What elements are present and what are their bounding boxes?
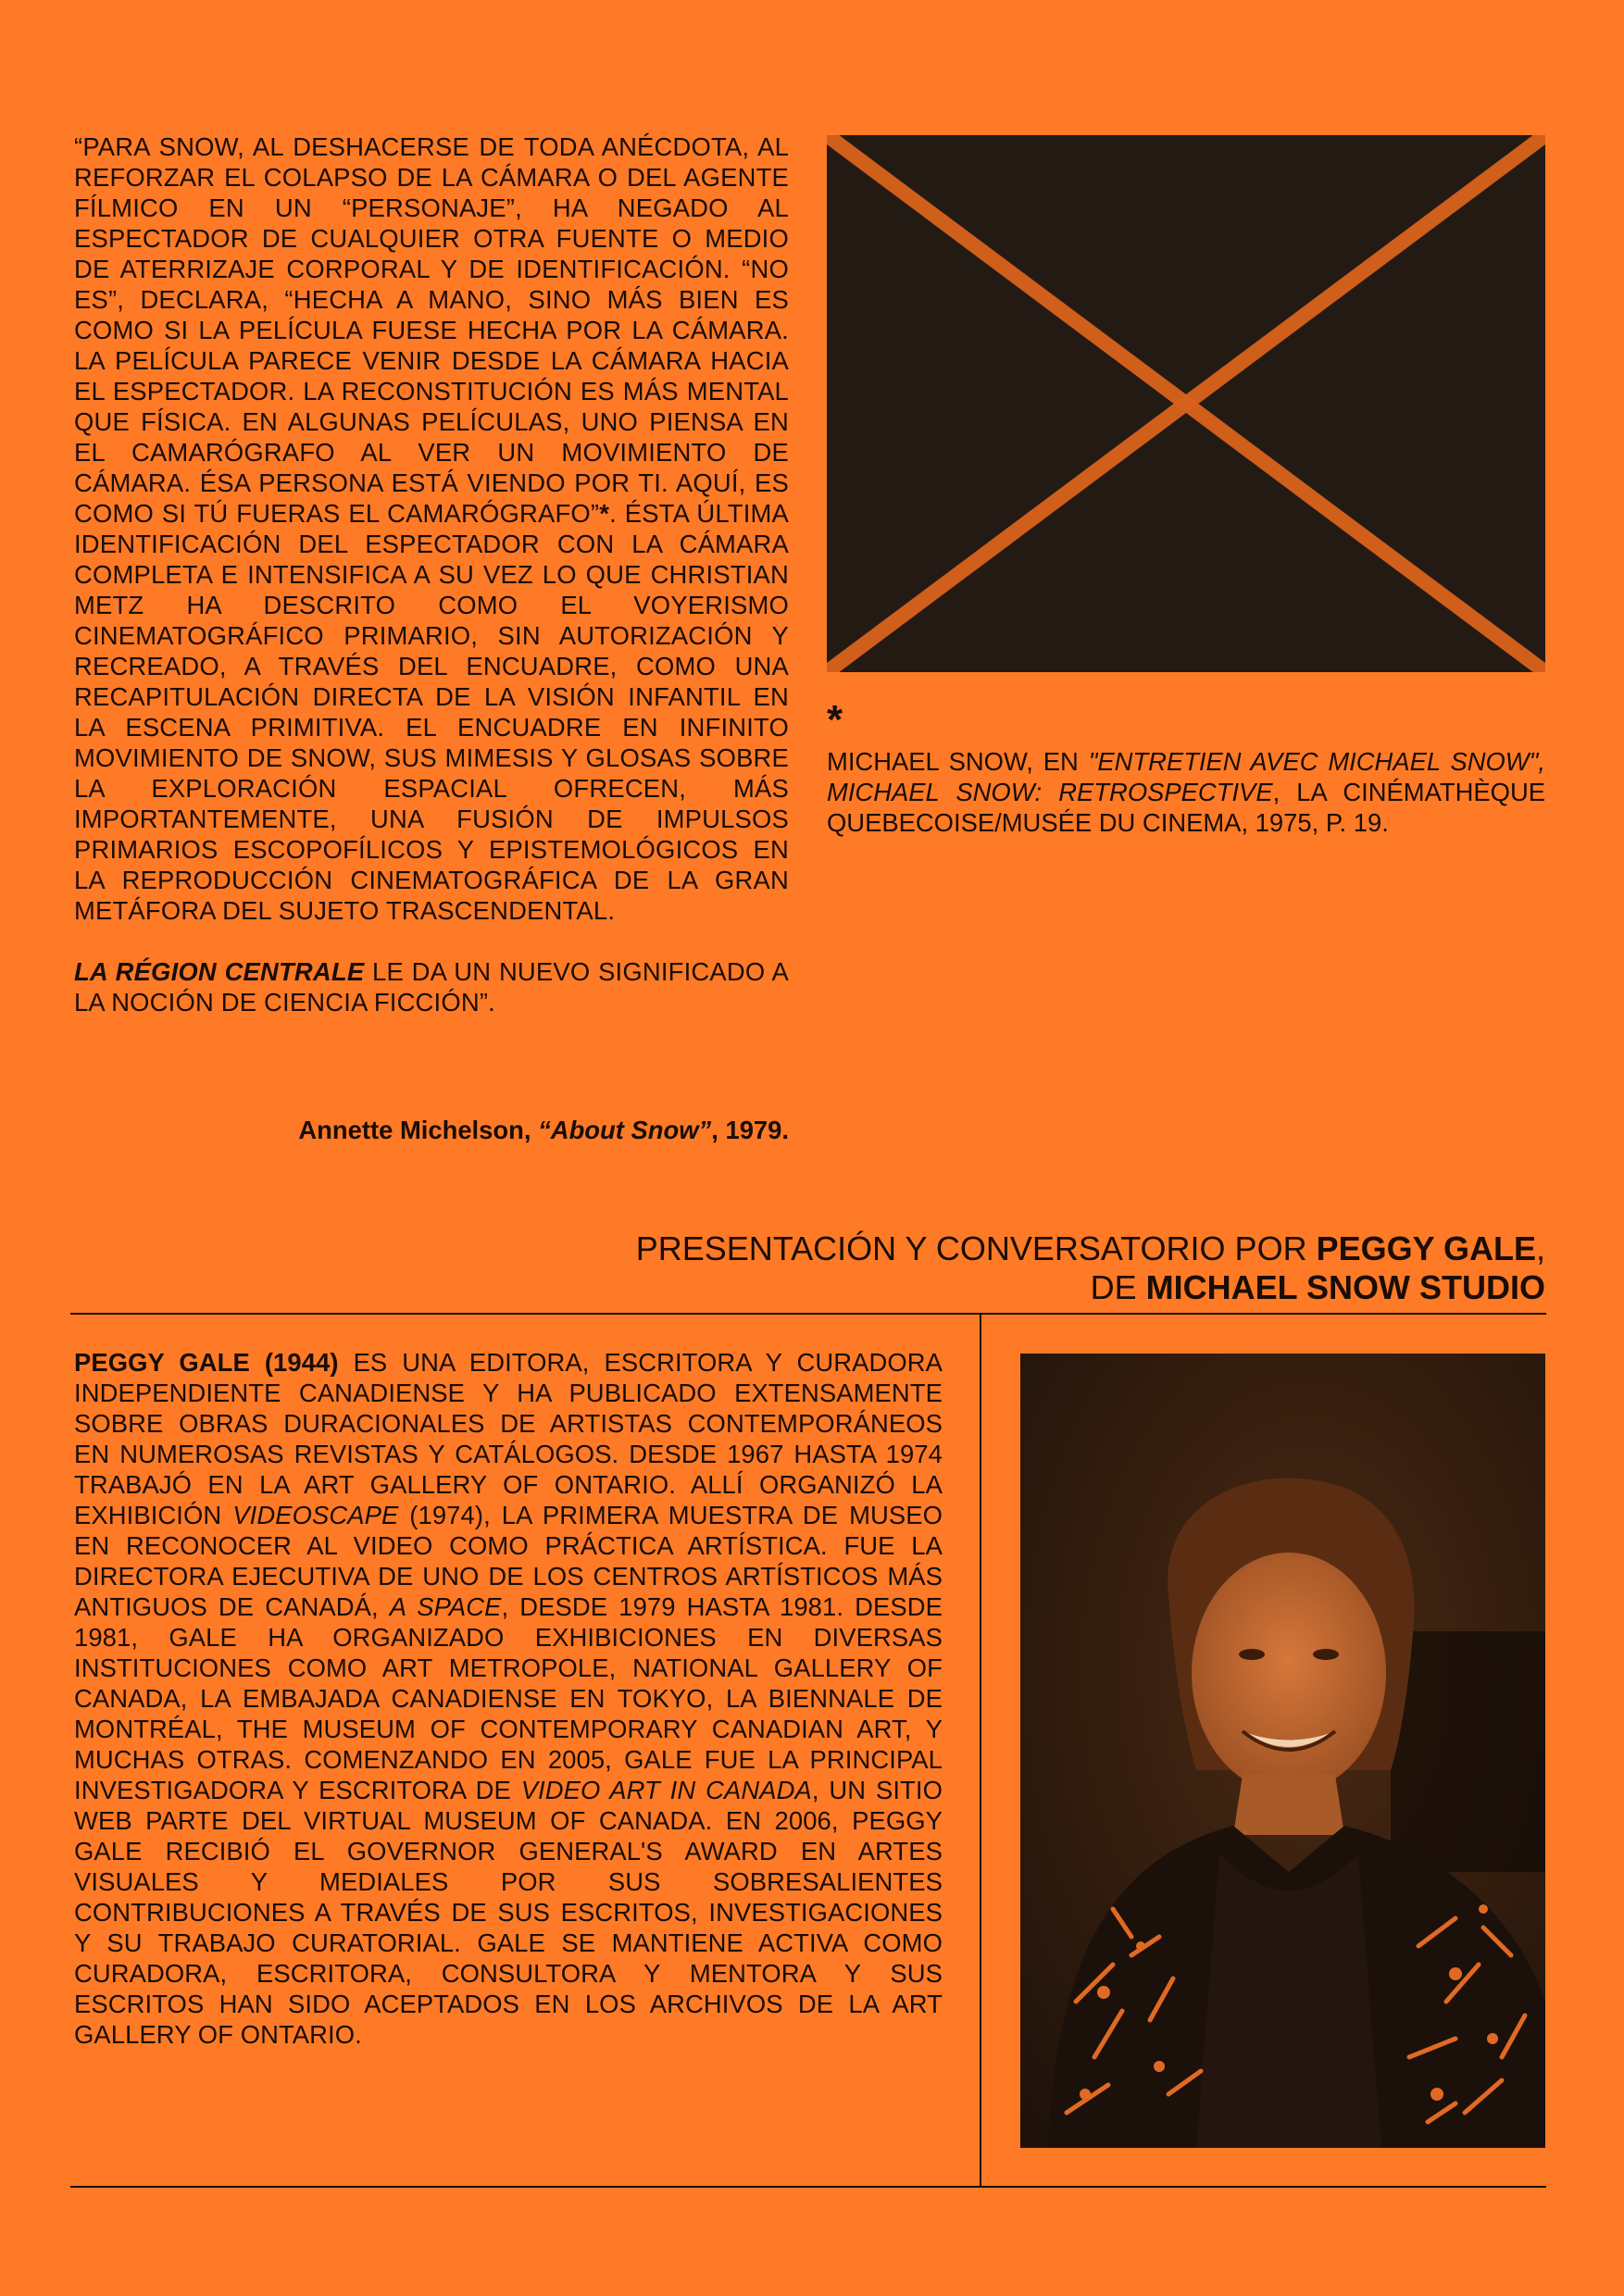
quote-text-part-2: . ÉSTA ÚLTIMA IDENTIFICACIÓN DEL ESPECTADOR CON LA CÁMARA COMPLETA E INTENSIFICA A SU VEZ LO QUE CHRISTIAN METZ HA DESCRITO COMO EL VOYERISMO CINEMATOGRÁFICO PRIMARIO, SIN AUTORIZACIÓN Y RECREADO, A TRAVÉS DEL ENCUADRE, COMO UNA RECAPITULACIÓN DIRECTA DE LA VISIÓN INFANTIL EN LA ESCENA PRIMITIVA. EL ENCUADRE EN INFINITO MOVIMIENTO DE SNOW, SUS MIMESIS Y GLOSAS SOBRE LA EXPLORACIÓN ESPACIAL OFRECEN, MÁS IMPORTANTEMENTE, UNA FUSIÓN DE IMPULSOS PRIMARIOS ESCOPOFÍLICOS Y EPISTEMOLÓGICOS EN LA REPRODUCCIÓN CINEMATOGRÁFICA DE LA GRAN METÁFORA DEL SUJETO TRASCENDENTAL. [74,499,789,925]
attribution-author: Annette Michelson, [298,1116,539,1144]
divider-vertical [980,1314,981,2187]
bio-text-part-3: , DESDE 1979 HASTA 1981. DESDE 1981, GALE HA ORGANIZADO EXHIBICIONES EN DIVERSAS INSTITUCIONES COMO ART METROPOLE, NATIONAL GALLERY OF CANADA, LA EMBAJADA CANADIENSE EN TOKYO, LA BIENNALE DE MONTRÉAL, THE MUSEUM OF CONTEMPORARY CANADIAN ART, Y MUCHAS OTRAS. COMENZANDO EN 2005, GALE FUE LA PRINCIPAL INVESTIGADORA Y ESCRITORA DE [74,1592,943,1804]
bio-italic-2: A SPACE [389,1592,502,1621]
footnote-reference: * [599,499,610,528]
divider-bottom [70,2186,1546,2188]
bio-italic-3: VIDEO ART IN CANADA [520,1776,812,1804]
footnote-text [827,746,1545,838]
bio-text-part-1: ES UNA EDITORA, ESCRITORA Y CURADORA INDEPENDIENTE CANADIENSE Y HA PUBLICADO EXTENSAMENTE SOBRE OBRAS DURACIONALES DE ARTISTAS CONTEMPORÁNEOS EN NUMEROSAS REVISTAS Y CATÁLOGOS. DESDE 1967 HASTA 1974 TRABAJÓ EN LA ART GALLERY OF ONTARIO. ALLÍ ORGANIZÓ LA EXHIBICIÓN [74,1348,943,1529]
heading-line-2 [434,1268,1545,1307]
divider-top [70,1313,1546,1315]
film-title: LA RÉGION CENTRALE [74,957,365,986]
studio-name: MICHAEL SNOW STUDIO [1145,1268,1545,1306]
bio-italic-1: VIDEOSCAPE [232,1501,399,1529]
quote-paragraph-2 [74,956,789,1017]
footnote-source-title: "ENTRETIEN AVEC MICHAEL SNOW", MICHAEL SNOW: RETROSPECTIVE [827,747,1545,806]
bio-text [74,1347,943,2050]
presenter-name: PEGGY GALE [1316,1229,1536,1267]
cross-lines-graphic [827,135,1545,672]
bio-text-part-2: (1974), LA PRIMERA MUESTRA DE MUSEO EN RECONOCER AL VIDEO COMO PRÁCTICA ARTÍSTICA. FUE LA DIRECTORA EJECUTIVA DE UNO DE LOS CENTROS ARTÍSTICOS MÁS ANTIGUOS DE CANADÁ, [74,1501,943,1621]
heading-line-1 [434,1229,1545,1268]
footnote-asterisk: * [827,697,843,742]
heading-line-1-suffix: , [1535,1229,1545,1267]
quote-text-part-3: LE DA UN NUEVO SIGNIFICADO A LA NOCIÓN DE CIENCIA FICCIÓN”. [74,957,789,1017]
quote-attribution [74,1116,789,1145]
attribution-work: “About Snow” [538,1116,712,1144]
footnote-suffix: , LA CINÉMATHÈQUE QUEBECOISE/MUSÉE DU CINEMA, 1975, P. 19. [827,778,1545,837]
portrait-illustration [1020,1354,1545,2148]
footnote-prefix: MICHAEL SNOW, EN [827,747,1089,776]
quote-text-part-1: “PARA SNOW, AL DESHACERSE DE TODA ANÉCDOTA, AL REFORZAR EL COLAPSO DE LA CÁMARA O DEL AGENTE FÍLMICO EN UN “PERSONAJE”, HA NEGADO AL ESPECTADOR DE CUALQUIER OTRA FUENTE O MEDIO DE ATERRIZAJE CORPORAL Y DE IDENTIFICACIÓN. “NO ES”, DECLARA, “HECHA A MANO, SINO MÁS BIEN ES COMO SI LA PELÍCULA FUESE HECHA POR LA CÁMARA. LA PELÍCULA PARECE VENIR DESDE LA CÁMARA HACIA EL ESPECTADOR. LA RECONSTITUCIÓN ES MÁS MENTAL QUE FÍSICA. EN ALGUNAS PELÍCULAS, UNO PIENSA EN EL CAMARÓGRAFO AL VER UN MOVIMIENTO DE CÁMARA. ÉSA PERSONA ESTÁ VIENDO POR TI. AQUÍ, ES COMO SI TÚ FUERAS EL CAMARÓGRAFO” [74,132,789,528]
quote-paragraph-1 [74,131,789,926]
heading-line-1-prefix: PRESENTACIÓN Y CONVERSATORIO POR [635,1229,1317,1267]
attribution-year: , 1979. [711,1116,789,1144]
bio-name: PEGGY GALE (1944) [74,1348,339,1377]
film-still-image [827,135,1545,672]
heading-line-2-prefix: DE [1090,1268,1146,1306]
portrait-photo [1020,1354,1545,2148]
quote-block [74,131,789,1017]
presentation-heading [434,1229,1545,1307]
bio-text-part-4: , UN SITIO WEB PARTE DEL VIRTUAL MUSEUM OF CANADA. EN 2006, PEGGY GALE RECIBIÓ EL GOVERNOR GENERAL'S AWARD EN ARTES VISUALES Y MEDIALES POR SUS SOBRESALIENTES CONTRIBUCIONES A TRAVÉS DE SUS ESCRITOS, INVESTIGACIONES Y SU TRABAJO CURATORIAL. GALE SE MANTIENE ACTIVA COMO CURADORA, ESCRITORA, CONSULTORA Y MENTORA Y SUS ESCRITOS HAN SIDO ACEPTADOS EN LOS ARCHIVOS DE LA ART GALLERY OF ONTARIO. [74,1776,943,2049]
